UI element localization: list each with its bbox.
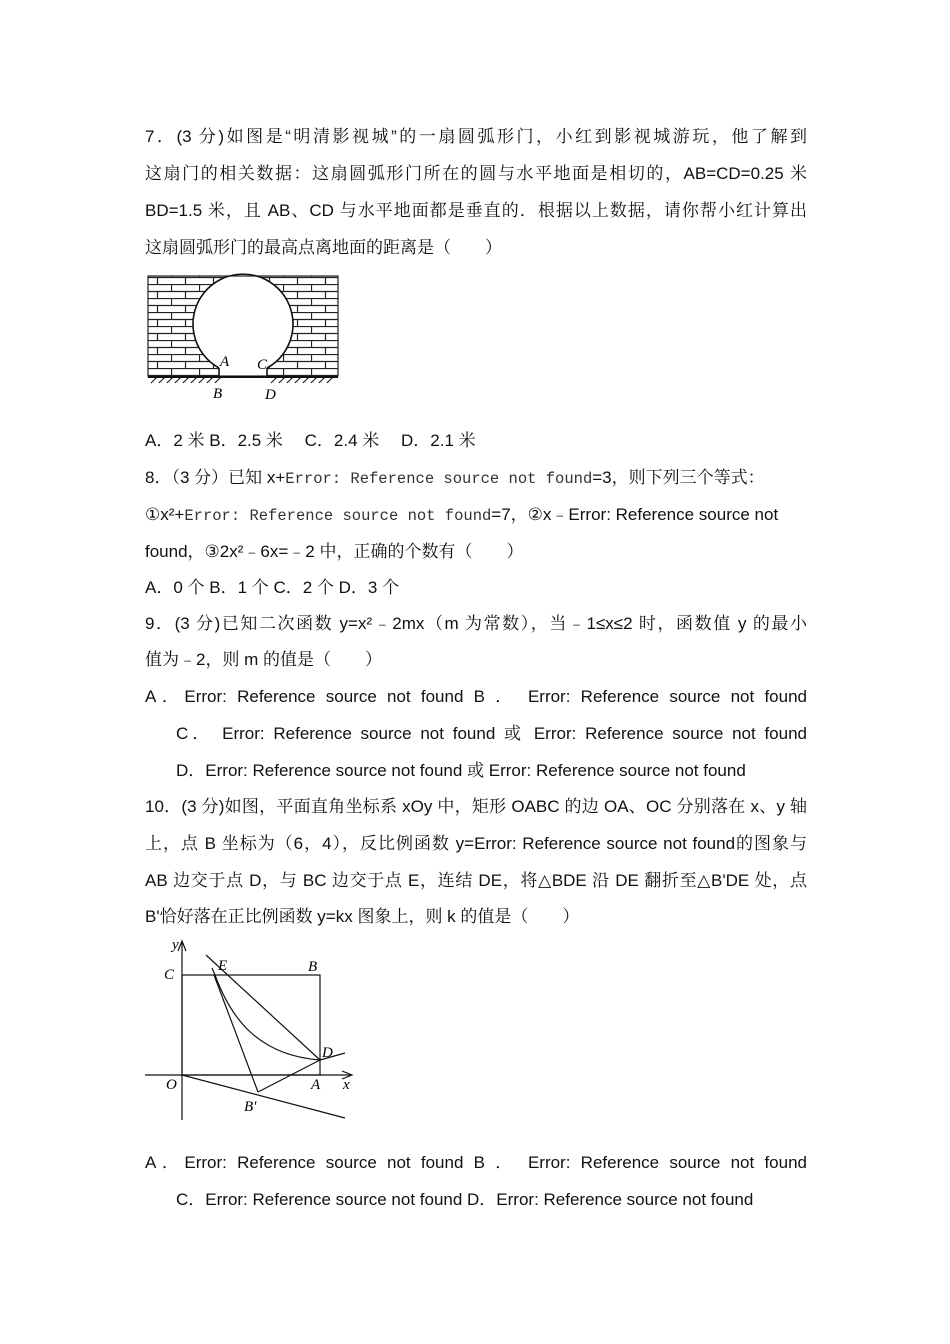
label-a: A xyxy=(311,1077,321,1093)
label-b-prime: B' xyxy=(244,1099,257,1115)
reference-error: Error: Reference source not found xyxy=(285,470,593,488)
label-a: A xyxy=(220,354,230,370)
reference-error: Error: Reference source not found xyxy=(184,507,492,525)
q10-coordinate-figure xyxy=(140,935,365,1125)
label-y: y xyxy=(172,937,179,953)
label-c: C xyxy=(257,357,268,373)
q10-option-2: C．Error: Reference source not found D．Error: Reference source not found xyxy=(176,1190,754,1209)
q10-line-2: 上，点 B 坐标为（6，4），反比例函数 y=Error: Reference source not found的图象与 xyxy=(145,834,807,853)
q7-options: A．2 米 B．2.5 米 C．2.4 米 D．2.1 米 xyxy=(145,431,476,450)
q9-option-1: A．Error: Reference source not found B ． Error: Reference source not found xyxy=(145,687,807,706)
line-y-kx xyxy=(182,1075,345,1118)
q10-line-3: AB 边交于点 D，与 BC 边交于点 E，连结 DE，将△BDE 沿 DE 翻折至△B'DE 处，点 xyxy=(145,871,807,890)
q9-line-1: 9．(3 分)已知二次函数 y=x²﹣2mx（m 为常数），当﹣1≤x≤2 时，函数值 y 的最小 xyxy=(145,614,807,633)
q8-line-2: ①x²+Error: Reference source not found=7，②x﹣Error: Reference source not xyxy=(145,505,779,525)
q7-line-3: BD=1.5 米，且 AB、CD 与水平地面都是垂直的．根据以上数据，请你帮小红计算出 xyxy=(145,201,807,220)
q8-options: A．0 个 B．1 个 C．2 个 D．3 个 xyxy=(145,578,400,597)
q7-line-1: 7．(3 分)如图是“明清影视城”的一扇圆弧形门，小红到影视城游玩，他了解到 xyxy=(145,127,807,146)
label-e: E xyxy=(218,958,228,974)
q10-line-1: 10．(3 分)如图，平面直角坐标系 xOy 中，矩形 OABC 的边 OA、OC 分别落在 x、y 轴 xyxy=(145,797,807,816)
q7-line-4: 这扇圆弧形门的最高点离地面的距离是（ ） xyxy=(145,238,502,257)
q10-option-1: A．Error: Reference source not found B ． Error: Reference source not found xyxy=(145,1153,807,1172)
q7-arch-door-figure xyxy=(143,270,348,405)
q9-option-2: C． Error: Reference source not found 或 Error: Reference source not found xyxy=(176,724,807,743)
label-b: B xyxy=(213,386,223,402)
q7-line-2: 这扇门的相关数据：这扇圆弧形门所在的圆与水平地面是相切的，AB=CD=0.25 米 xyxy=(145,164,807,183)
q10-line-4: B'恰好落在正比例函数 y=kx 图象上，则 k 的值是（ ） xyxy=(145,907,580,926)
label-d: D xyxy=(322,1045,333,1061)
label-o: O xyxy=(166,1077,177,1093)
brick-wall xyxy=(148,276,338,376)
q9-line-2: 值为﹣2，则 m 的值是（ ） xyxy=(145,650,383,669)
label-d: D xyxy=(265,387,276,403)
q8-line-1: 8．（3 分）已知 x+Error: Reference source not found=3，则下列三个等式： xyxy=(145,468,765,488)
label-c: C xyxy=(164,967,175,983)
label-b: B xyxy=(308,959,318,975)
label-x: x xyxy=(343,1077,350,1093)
rectangle-oabc xyxy=(182,975,320,1075)
q8-line-3: found，③2x²﹣6x=﹣2 中，正确的个数有（ ） xyxy=(145,542,524,561)
q9-option-3: D．Error: Reference source not found 或 Error: Reference source not found xyxy=(176,761,746,780)
